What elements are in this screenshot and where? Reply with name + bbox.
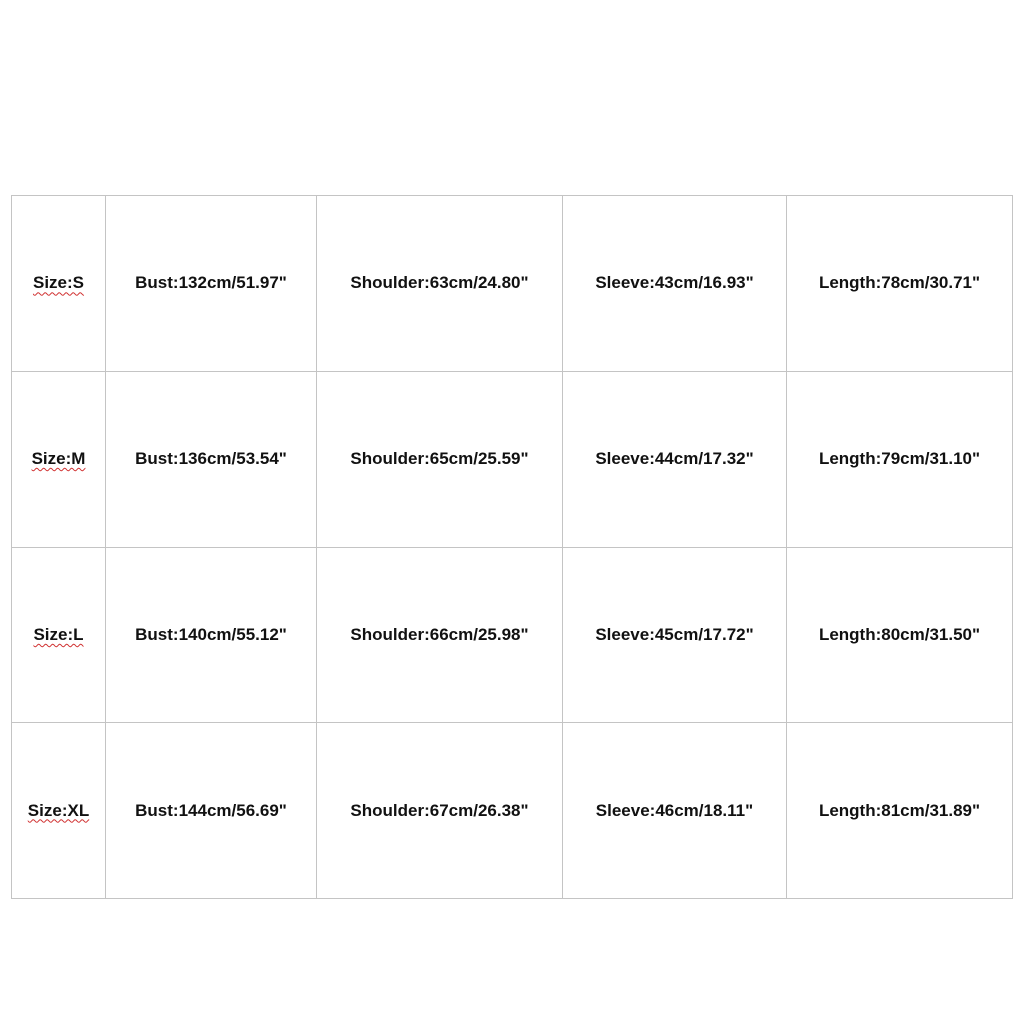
bust-cell: Bust:144cm/56.69" xyxy=(106,723,317,899)
bust-cell: Bust:132cm/51.97" xyxy=(106,196,317,372)
size-label: Size:M xyxy=(31,449,86,469)
size-chart-table xyxy=(11,195,1013,899)
sleeve-cell: Sleeve:43cm/16.93" xyxy=(563,196,787,372)
shoulder-cell: Shoulder:66cm/25.98" xyxy=(317,547,563,723)
sleeve-cell: Sleeve:45cm/17.72" xyxy=(563,547,787,723)
size-cell xyxy=(12,723,106,899)
size-label: Size:XL xyxy=(27,800,90,820)
bust-cell: Bust:136cm/53.54" xyxy=(106,371,317,547)
sleeve-cell: Sleeve:44cm/17.32" xyxy=(563,371,787,547)
size-label: Size:S xyxy=(32,273,85,293)
shoulder-cell: Shoulder:67cm/26.38" xyxy=(317,723,563,899)
size-label: Size:L xyxy=(33,624,84,644)
length-cell: Length:80cm/31.50" xyxy=(787,547,1013,723)
bust-cell: Bust:140cm/55.12" xyxy=(106,547,317,723)
length-cell: Length:79cm/31.10" xyxy=(787,371,1013,547)
table-row xyxy=(12,547,1013,723)
shoulder-cell: Shoulder:65cm/25.59" xyxy=(317,371,563,547)
size-cell xyxy=(12,196,106,372)
size-cell xyxy=(12,547,106,723)
table-row xyxy=(12,723,1013,899)
sleeve-cell: Sleeve:46cm/18.11" xyxy=(563,723,787,899)
shoulder-cell: Shoulder:63cm/24.80" xyxy=(317,196,563,372)
length-cell: Length:81cm/31.89" xyxy=(787,723,1013,899)
size-cell xyxy=(12,371,106,547)
table-row xyxy=(12,371,1013,547)
table-row xyxy=(12,196,1013,372)
length-cell: Length:78cm/30.71" xyxy=(787,196,1013,372)
